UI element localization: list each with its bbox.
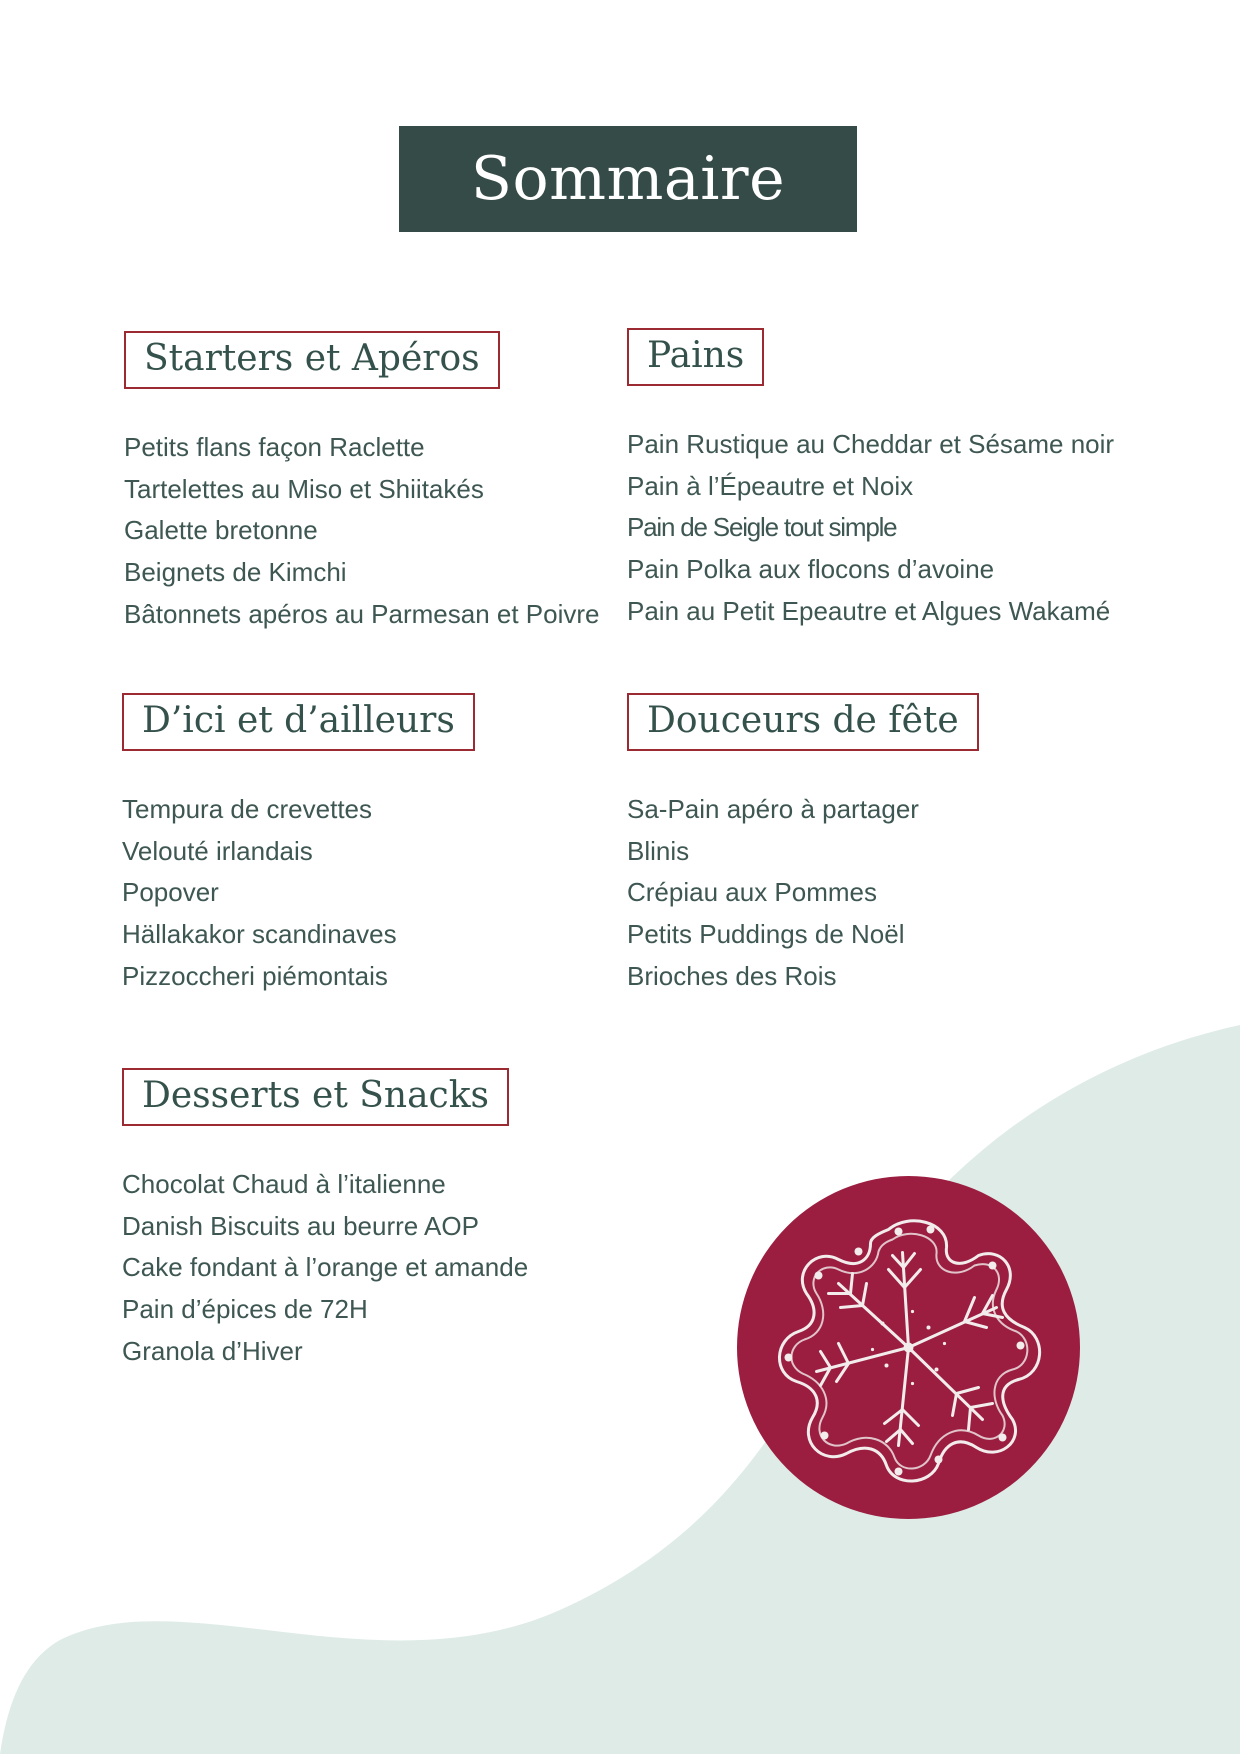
section-starters: [124, 331, 600, 629]
list-item: Cake fondant à l’orange et amande: [122, 1252, 529, 1283]
section-heading: D’ici et d’ailleurs: [122, 693, 475, 751]
list-item: Pain Polka aux flocons d’avoine: [627, 554, 995, 585]
section-heading: Douceurs de fête: [627, 693, 979, 751]
section-douceurs: [627, 693, 979, 991]
list-item: Tartelettes au Miso et Shiitakés: [124, 473, 484, 504]
list-item: Pizzoccheri piémontais: [122, 960, 388, 991]
list-item: Pain de Seigle tout simple: [627, 512, 897, 543]
list-item: Velouté irlandais: [122, 835, 313, 866]
list-item: Petits flans façon Raclette: [124, 432, 425, 462]
section-heading: Starters et Apéros: [124, 331, 500, 389]
list-item: Danish Biscuits au beurre AOP: [122, 1210, 479, 1241]
section-desserts: [122, 1068, 529, 1366]
list-item: Tempura de crevettes: [122, 794, 373, 824]
section-pains: [627, 328, 1115, 626]
list-item: Crépiau aux Pommes: [627, 877, 877, 908]
list-item: Granola d’Hiver: [122, 1335, 303, 1366]
list-item: Sa-Pain apéro à partager: [627, 794, 919, 824]
section-dici-ailleurs: [122, 693, 475, 991]
section-list: [627, 424, 1114, 633]
section-heading: Desserts et Snacks: [122, 1068, 509, 1126]
page-title: Sommaire: [470, 144, 786, 214]
snowflake-cookie-icon: [737, 1176, 1080, 1519]
section-list: [122, 1164, 528, 1373]
section-list: [124, 427, 600, 636]
list-item: Galette bretonne: [124, 515, 318, 546]
list-item: Pain à l’Épeautre et Noix: [627, 470, 914, 501]
list-item: Beignets de Kimchi: [124, 557, 347, 588]
list-item: Bâtonnets apéros au Parmesan et Poivre: [124, 598, 600, 629]
list-item: Pain d’épices de 72H: [122, 1294, 368, 1325]
section-heading: Pains: [627, 328, 764, 386]
list-item: Pain au Petit Epeautre et Algues Wakamé: [627, 595, 1111, 626]
section-list: [122, 789, 397, 998]
section-list: [627, 789, 919, 998]
list-item: Popover: [122, 877, 219, 908]
list-item: Pain Rustique au Cheddar et Sésame noir: [627, 429, 1115, 459]
title-banner: [399, 126, 857, 232]
list-item: Hällakakor scandinaves: [122, 919, 397, 950]
list-item: Chocolat Chaud à l’italienne: [122, 1169, 446, 1199]
list-item: Blinis: [627, 835, 690, 866]
list-item: Petits Puddings de Noël: [627, 919, 905, 950]
list-item: Brioches des Rois: [627, 960, 837, 991]
